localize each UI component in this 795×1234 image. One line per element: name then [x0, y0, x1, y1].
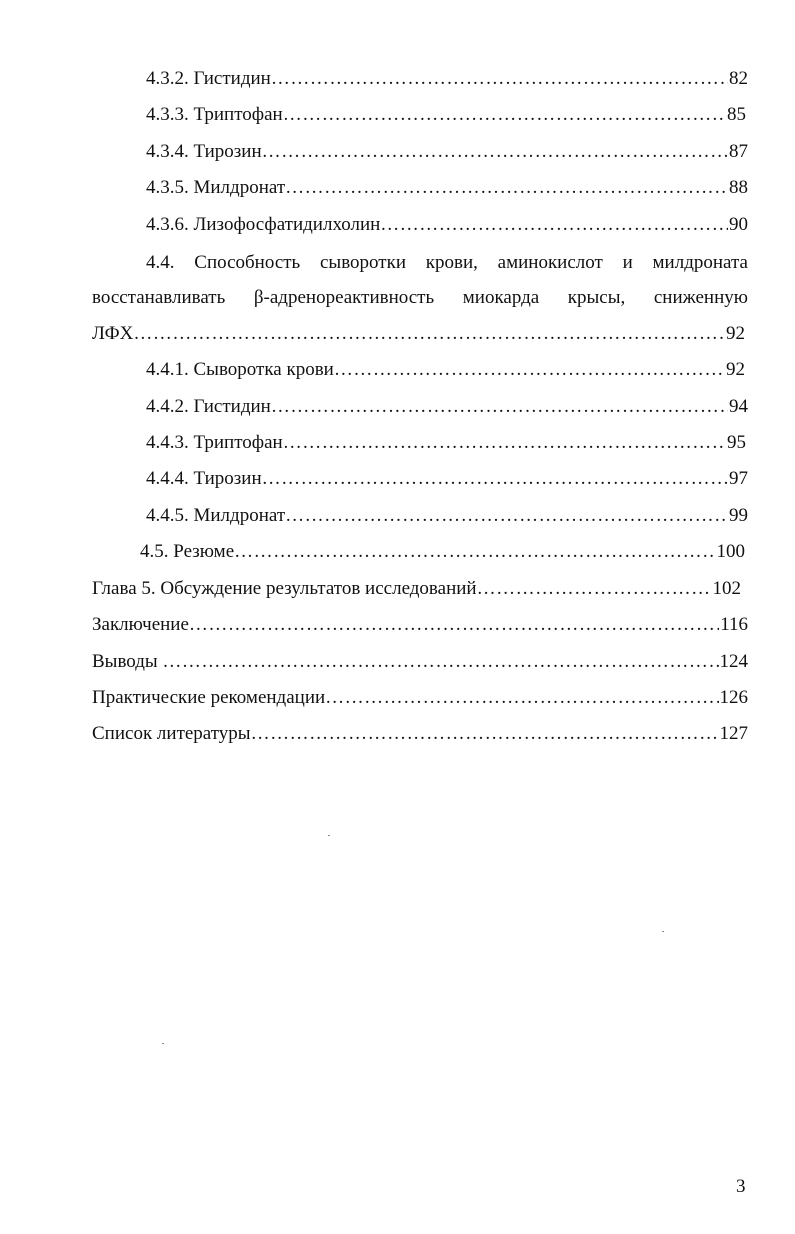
- toc-entry-page: 97: [729, 468, 748, 489]
- toc-entry-page: 92: [726, 359, 745, 380]
- toc-entry-title: Практические рекомендации: [92, 687, 326, 708]
- page-number: 3: [736, 1176, 746, 1197]
- dot-leader: [251, 723, 719, 745]
- toc-entry-title: 4.4.3. Триптофан: [146, 432, 283, 453]
- dot-leader: [271, 396, 728, 418]
- dot-leader: [234, 541, 715, 563]
- toc-entry-page: 87: [729, 141, 748, 162]
- toc-entry-page: 92: [726, 323, 745, 344]
- toc-section-4-4-line3: [92, 323, 745, 349]
- toc-entry-page: 99: [729, 505, 748, 526]
- toc-entry-page: 116: [720, 614, 748, 635]
- dot-leader: [271, 68, 728, 90]
- dot-leader: [380, 214, 728, 236]
- toc-entry-4-3-5: [146, 177, 748, 203]
- word: крысы,: [567, 287, 626, 308]
- toc-entry-page: 127: [719, 723, 748, 744]
- toc-entry-conclusion: [92, 614, 748, 640]
- toc-entry-page: 100: [716, 541, 745, 562]
- toc-entry-chapter-5: [92, 578, 741, 604]
- toc-entry-page: 126: [719, 687, 748, 708]
- word: миокарда: [462, 287, 540, 308]
- toc-entry-title: 4.3.4. Тирозин: [146, 141, 262, 162]
- dot-leader: [162, 651, 718, 673]
- dot-leader: [334, 359, 725, 381]
- toc-entry-references: [92, 723, 748, 749]
- toc-entry-page: 102: [712, 578, 741, 599]
- toc-entry-title: Заключение: [92, 614, 189, 635]
- toc-entry-title: Глава 5. Обсуждение результатов исследований: [92, 578, 477, 599]
- word: β-адренореактивность: [253, 287, 435, 308]
- word: сниженную: [653, 287, 748, 308]
- toc-section-4-4-line2: [92, 287, 748, 313]
- word: 4.4.: [146, 252, 175, 273]
- toc-entry-title: 4.3.6. Лизофосфатидилхолин: [146, 214, 381, 235]
- toc-entry-page: 95: [727, 432, 746, 453]
- toc-entry-title: 4.5. Резюме: [140, 541, 235, 562]
- toc-entry-title: Выводы: [92, 651, 163, 672]
- toc-entry-title: 4.3.5. Милдронат: [146, 177, 286, 198]
- toc-entry-title: 4.3.2. Гистидин: [146, 68, 271, 89]
- toc-entry-4-4-4: [146, 468, 748, 494]
- dot-leader: [285, 177, 728, 199]
- toc-entry-title: 4.4.2. Гистидин: [146, 396, 271, 417]
- dot-leader: [283, 104, 726, 126]
- toc-entry-title: ЛФХ: [92, 323, 134, 344]
- toc-entry-4-4-2: [146, 396, 748, 422]
- dot-leader: [477, 578, 712, 600]
- word: восстанавливать: [92, 287, 226, 308]
- toc-entry-page: 88: [729, 177, 748, 198]
- toc-entry-4-4-1: [146, 359, 745, 385]
- toc-entry-page: 124: [719, 651, 748, 672]
- word: крови,: [425, 252, 478, 273]
- toc-entry-page: 90: [729, 214, 748, 235]
- toc-entry-page: 85: [727, 104, 746, 125]
- toc-entry-title: Список литературы: [92, 723, 251, 744]
- word: и: [622, 252, 633, 273]
- dot-leader: [262, 468, 728, 490]
- toc-entry-page: 82: [729, 68, 748, 89]
- toc-entry-4-3-6: [146, 214, 748, 240]
- toc-entry-title: 4.4.5. Милдронат: [146, 505, 286, 526]
- scan-speck: [162, 1043, 164, 1044]
- toc-entry-4-5: [140, 541, 745, 567]
- scan-speck: [328, 835, 330, 836]
- word: аминокислот: [497, 252, 603, 273]
- toc-entry-title: 4.4.1. Сыворотка крови: [146, 359, 334, 380]
- toc-entry-findings: [92, 651, 748, 677]
- word: милдроната: [652, 252, 748, 273]
- dot-leader: [262, 141, 728, 163]
- toc-entry-title: 4.4.4. Тирозин: [146, 468, 262, 489]
- dot-leader: [285, 505, 728, 527]
- toc-entry-page: 94: [729, 396, 748, 417]
- dot-leader: [189, 614, 719, 636]
- word: Способность: [194, 252, 301, 273]
- dot-leader: [325, 687, 718, 709]
- word: сыворотки: [320, 252, 406, 273]
- toc-entry-4-3-4: [146, 141, 748, 167]
- toc-entry-4-4-5: [146, 505, 748, 531]
- toc-section-4-4-line1: [146, 252, 748, 278]
- toc-entry-4-3-2: [146, 68, 748, 94]
- toc-entry-4-4-3: [146, 432, 746, 458]
- scan-speck: [662, 931, 664, 932]
- toc-entry-4-3-3: [146, 104, 746, 130]
- dot-leader: [283, 432, 726, 454]
- dot-leader: [133, 323, 725, 345]
- toc-entry-recommendations: [92, 687, 748, 713]
- toc-entry-title: 4.3.3. Триптофан: [146, 104, 283, 125]
